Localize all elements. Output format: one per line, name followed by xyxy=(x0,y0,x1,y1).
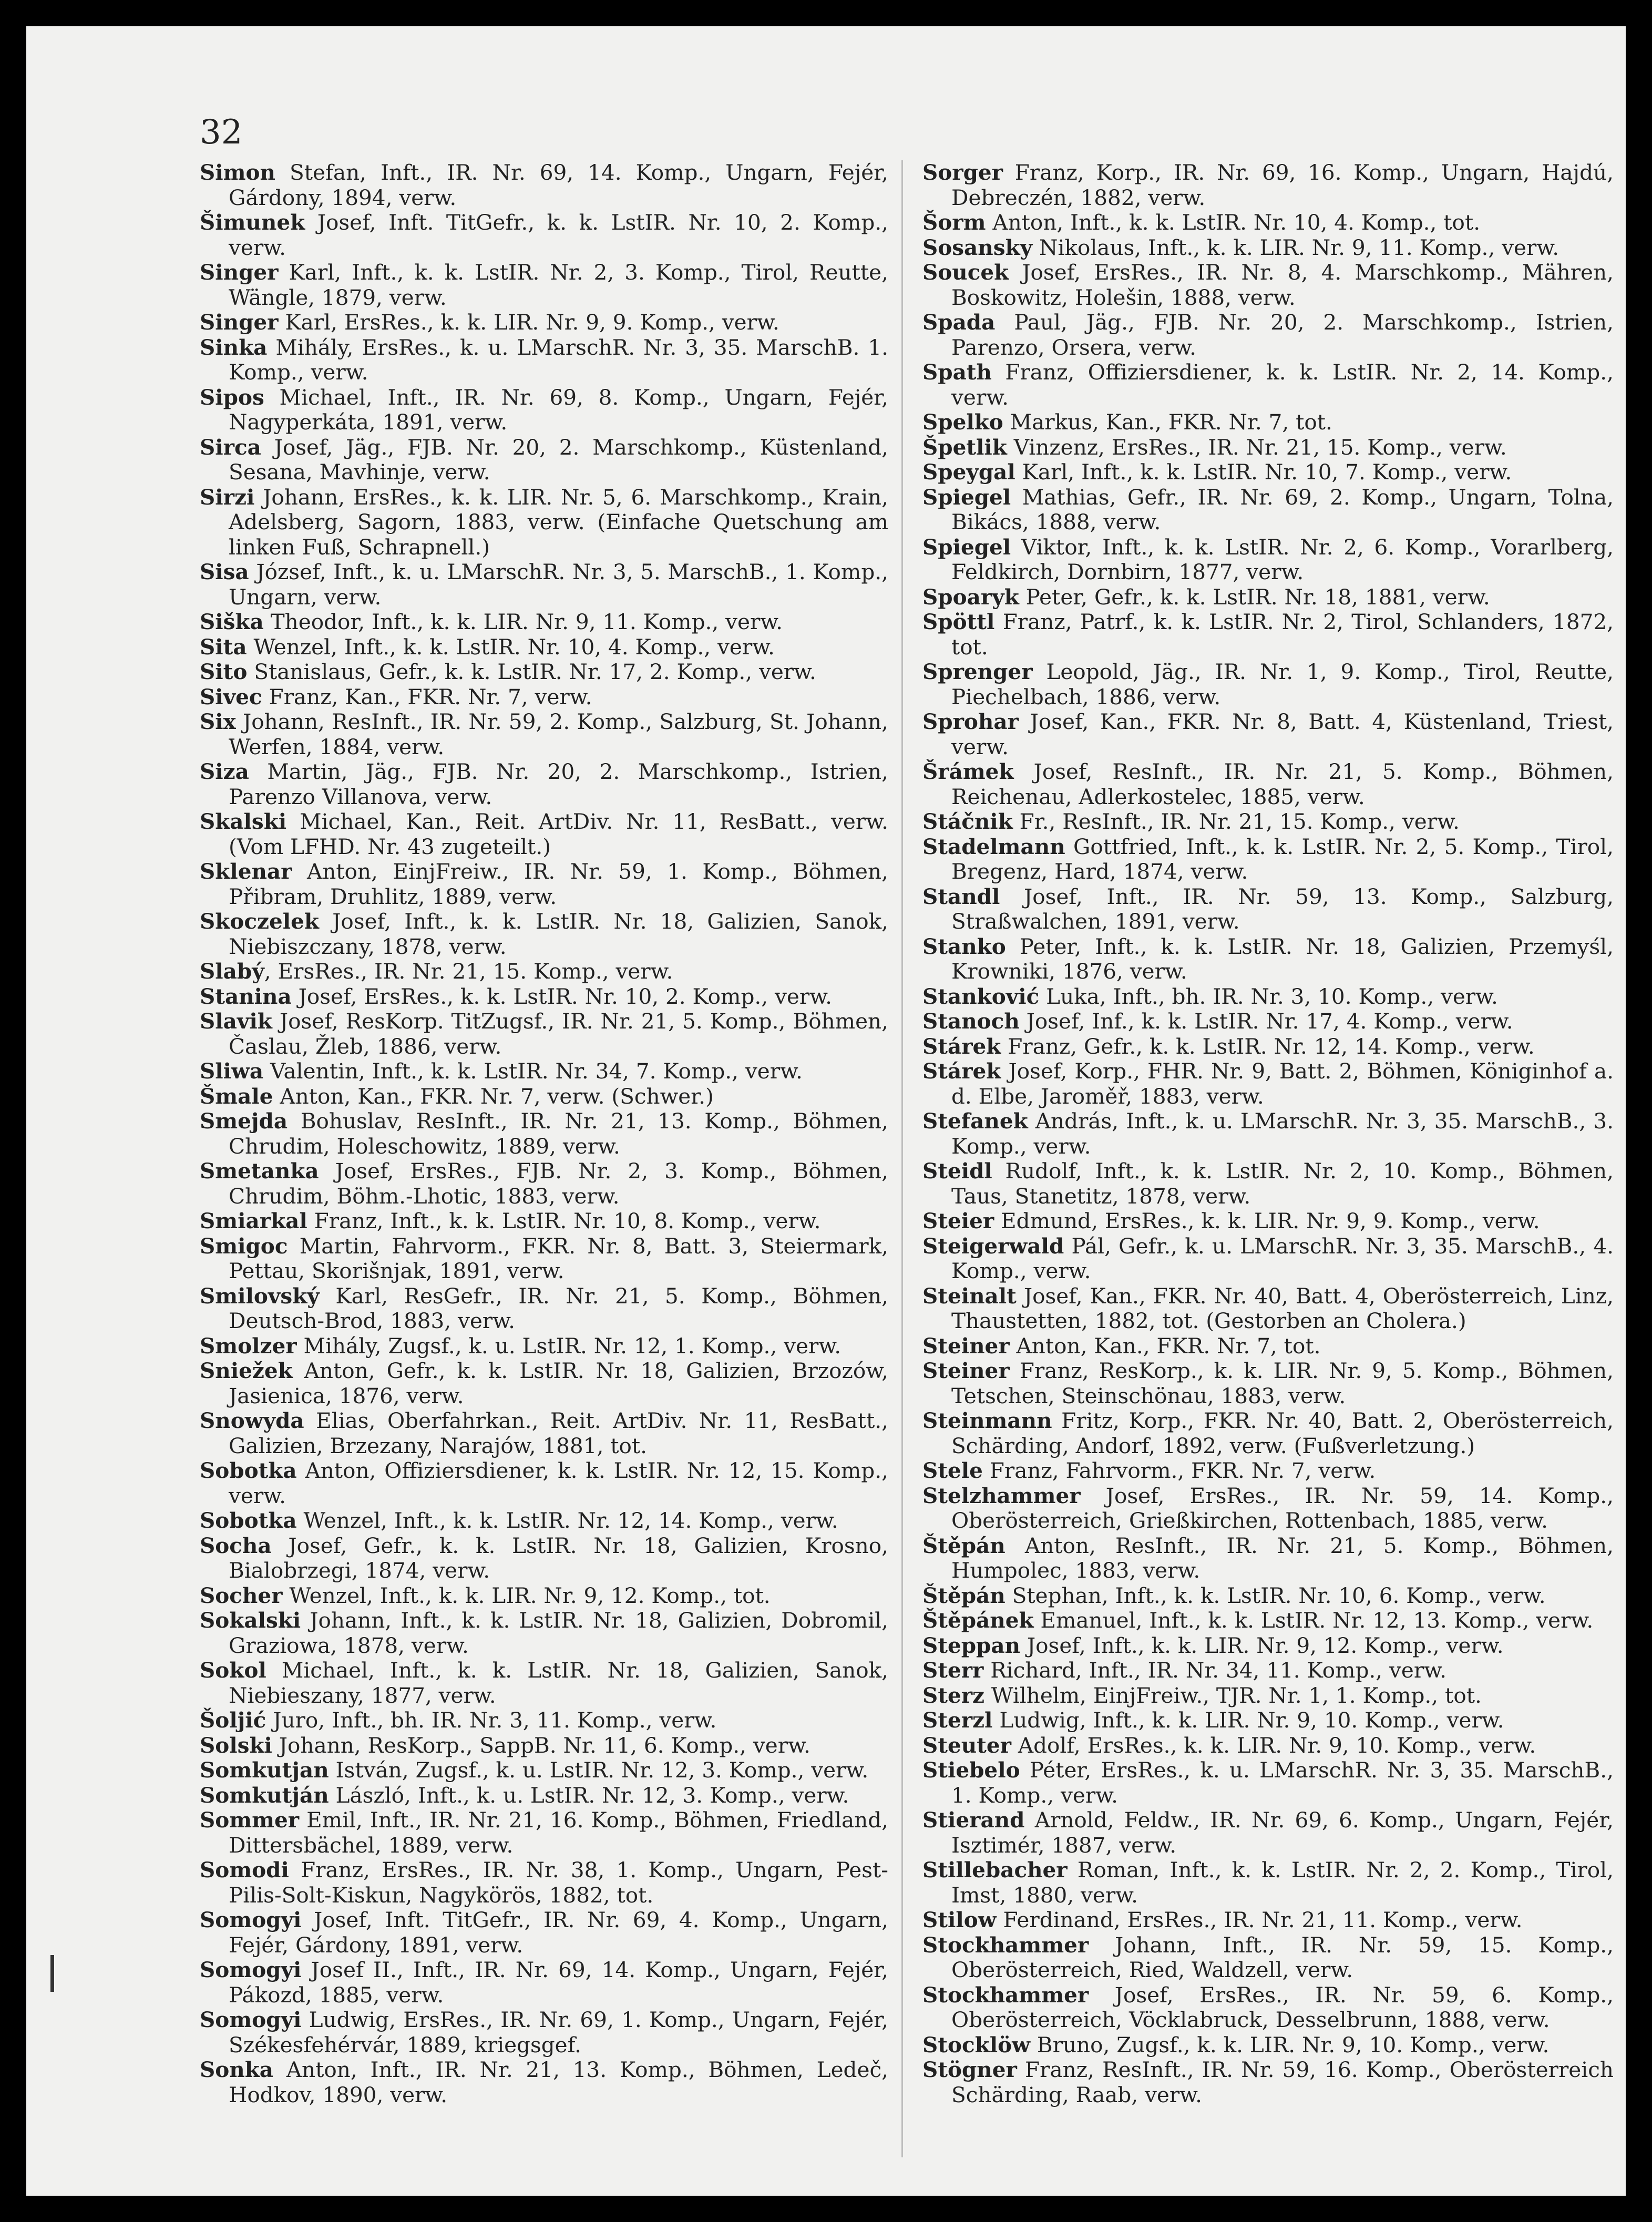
entry-details: Josef, Inft., IR. Nr. 59, 13. Komp., Salzburg, Straßwalchen, 1891, verw. xyxy=(951,883,1614,934)
list-item xyxy=(200,560,888,610)
list-item xyxy=(200,1608,888,1658)
entry-surname: Sliwa xyxy=(200,1058,264,1084)
entry-surname: Šoljić xyxy=(200,1707,266,1733)
list-item xyxy=(200,260,888,310)
entry-surname: Steiner xyxy=(922,1333,1010,1359)
entry-surname: Sprohar xyxy=(922,709,1019,734)
list-item xyxy=(922,1234,1614,1284)
list-item xyxy=(922,585,1614,610)
entry-details: Josef, Jäg., FJB. Nr. 20, 2. Marschkomp., Küstenland, Sesana, Mavhinje, verw. xyxy=(229,434,888,485)
list-item xyxy=(200,2008,888,2058)
entry-surname: Steuter xyxy=(922,1732,1011,1758)
list-item xyxy=(200,1284,888,1334)
entry-details: Franz, Inft., k. k. LstIR. Nr. 10, 8. Komp., verw. xyxy=(307,1208,821,1233)
entry-details: Franz, ResKorp., k. k. LIR. Nr. 9, 5. Komp., Böhmen, Tetschen, Steinschönau, 1883, verw. xyxy=(951,1358,1614,1408)
entry-surname: Štěpánek xyxy=(922,1608,1034,1633)
list-item xyxy=(200,959,888,984)
right-column xyxy=(922,160,1614,2107)
entry-surname: Slavik xyxy=(200,1009,272,1034)
entry-surname: Somogyi xyxy=(200,1907,302,1932)
entry-details: Juro, Inft., bh. IR. Nr. 3, 11. Komp., verw. xyxy=(266,1707,717,1733)
entry-details: Stephan, Inft., k. k. LstIR. Nr. 10, 6. Komp., verw. xyxy=(1005,1582,1546,1608)
list-item xyxy=(922,1858,1614,1908)
entry-details: Leopold, Jäg., IR. Nr. 1, 9. Komp., Tirol, Reutte, Piechelbach, 1886, verw. xyxy=(951,659,1614,709)
entry-details: Arnold, Feldw., IR. Nr. 69, 6. Komp., Ungarn, Fejér, Isztimér, 1887, verw. xyxy=(951,1807,1614,1858)
entry-details: Stefan, Inft., IR. Nr. 69, 14. Komp., Ungarn, Fejér, Gárdony, 1894, verw. xyxy=(229,160,888,210)
entry-surname: Smiarkal xyxy=(200,1208,307,1233)
entry-surname: Spiegel xyxy=(922,534,1011,560)
list-item xyxy=(200,1159,888,1209)
entry-surname: Sirzi xyxy=(200,484,255,510)
entry-details: Mathias, Gefr., IR. Nr. 69, 2. Komp., Ungarn, Tolna, Bikács, 1888, verw. xyxy=(951,484,1614,534)
list-item xyxy=(922,1009,1614,1034)
entry-surname: Šmale xyxy=(200,1083,273,1109)
entry-surname: Soucek xyxy=(922,260,1009,285)
entry-surname: Spiegel xyxy=(922,484,1011,510)
entry-surname: Steidl xyxy=(922,1158,992,1184)
entry-details: Valentin, Inft., k. k. LstIR. Nr. 34, 7. Komp., verw. xyxy=(263,1058,803,1084)
entry-details: Anton, ResInft., IR. Nr. 21, 5. Komp., Böhmen, Humpolec, 1883, verw. xyxy=(951,1532,1614,1583)
list-item xyxy=(200,1958,888,2008)
entry-surname: Šrámek xyxy=(922,759,1014,784)
entry-details: Anton, Inft., k. k. LstIR. Nr. 10, 4. Komp., tot. xyxy=(986,210,1481,235)
entry-details: Rudolf, Inft., k. k. LstIR. Nr. 2, 10. Komp., Böhmen, Taus, Stanetitz, 1878, verw. xyxy=(951,1158,1614,1209)
entry-surname: Sobotka xyxy=(200,1458,297,1483)
list-item xyxy=(922,1583,1614,1609)
entry-details: Emil, Inft., IR. Nr. 21, 16. Komp., Böhmen, Friedland, Dittersbächel, 1889, verw. xyxy=(229,1807,888,1858)
entry-surname: Sokalski xyxy=(200,1608,301,1633)
entry-details: Ferdinand, ErsRes., IR. Nr. 21, 11. Komp., verw. xyxy=(996,1907,1523,1932)
list-item xyxy=(200,1234,888,1284)
list-item xyxy=(200,709,888,759)
list-item xyxy=(200,1658,888,1708)
list-item xyxy=(922,1733,1614,1758)
list-item xyxy=(200,1334,888,1359)
list-item xyxy=(200,335,888,385)
entry-surname: Solski xyxy=(200,1732,272,1758)
list-item xyxy=(200,1808,888,1858)
list-item xyxy=(922,1534,1614,1583)
page xyxy=(26,26,1626,2196)
entry-details: Karl, Inft., k. k. LstIR. Nr. 2, 3. Komp., Tirol, Reutte, Wängle, 1879, verw. xyxy=(229,260,888,310)
list-item xyxy=(922,260,1614,310)
entry-details: Josef, Kan., FKR. Nr. 8, Batt. 4, Küstenland, Triest, verw. xyxy=(951,709,1614,759)
entry-details: Roman, Inft., k. k. LstIR. Nr. 2, 2. Komp., Tirol, Imst, 1880, verw. xyxy=(951,1857,1614,1908)
entry-details: László, Inft., k. u. LstIR. Nr. 12, 3. Komp., verw. xyxy=(329,1782,849,1808)
list-item xyxy=(922,535,1614,585)
entry-surname: Sito xyxy=(200,659,248,684)
list-item xyxy=(922,1658,1614,1683)
entry-surname: Smigoc xyxy=(200,1233,288,1259)
entry-details: Fritz, Korp., FKR. Nr. 40, Batt. 2, Oberösterreich, Schärding, Andorf, 1892, verw. (Fußverletzung.) xyxy=(951,1408,1614,1458)
list-item xyxy=(922,485,1614,535)
list-item xyxy=(922,1334,1614,1359)
list-item xyxy=(200,1458,888,1508)
entry-details: Theodor, Inft., k. k. LIR. Nr. 9, 11. Komp., verw. xyxy=(263,609,783,634)
entry-details: Michael, Kan., Reit. ArtDiv. Nr. 11, ResBatt., verw. (Vom LFHD. Nr. 43 zugeteilt.) xyxy=(229,809,888,859)
entry-details: Franz, Offiziersdiener, k. k. LstIR. Nr. 2, 14. Komp., verw. xyxy=(951,359,1614,410)
entry-surname: Stelzhammer xyxy=(922,1483,1081,1508)
entry-surname: Sipos xyxy=(200,384,264,410)
entry-surname: Štěpán xyxy=(922,1532,1005,1558)
list-item xyxy=(200,759,888,809)
entry-surname: Six xyxy=(200,709,236,734)
entry-details: Bruno, Zugsf., k. k. LIR. Nr. 9, 10. Komp., verw. xyxy=(1030,2032,1550,2058)
entry-surname: Spelko xyxy=(922,409,1003,435)
list-item xyxy=(922,610,1614,660)
entry-surname: Sterzl xyxy=(922,1707,993,1733)
entry-surname: Socher xyxy=(200,1582,283,1608)
entry-details: , ErsRes., IR. Nr. 21, 15. Komp., verw. xyxy=(264,959,673,984)
entry-surname: Sosansky xyxy=(922,234,1033,260)
list-item xyxy=(200,1408,888,1458)
entry-details: Elias, Oberfahrkan., Reit. ArtDiv. Nr. 11, ResBatt., Galizien, Brzezany, Narajów, 1881, tot. xyxy=(229,1408,888,1458)
margin-mark xyxy=(50,1955,54,1992)
entry-details: Luka, Inft., bh. IR. Nr. 3, 10. Komp., verw. xyxy=(1039,983,1498,1009)
list-item xyxy=(922,1983,1614,2033)
entry-surname: Steinmann xyxy=(922,1408,1052,1433)
entry-surname: Steigerwald xyxy=(922,1233,1064,1259)
entry-details: Edmund, ErsRes., k. k. LIR. Nr. 9, 9. Komp., verw. xyxy=(994,1208,1540,1233)
list-item xyxy=(922,410,1614,435)
entry-details: Josef, ErsRes., FJB. Nr. 2, 3. Komp., Böhmen, Chrudim, Böhm.-Lhotic, 1883, verw. xyxy=(229,1158,888,1209)
entry-surname: Somkutján xyxy=(200,1782,329,1808)
entry-details: Richard, Inft., IR. Nr. 34, 11. Komp., verw. xyxy=(983,1658,1446,1683)
list-item xyxy=(922,934,1614,984)
entry-details: Pál, Gefr., k. u. LMarschR. Nr. 3, 35. MarschB., 4. Komp., verw. xyxy=(951,1233,1614,1283)
entry-details: Franz, Gefr., k. k. LstIR. Nr. 12, 14. Komp., verw. xyxy=(1001,1033,1535,1059)
entry-details: Josef, ErsRes., IR. Nr. 59, 6. Komp., Oberösterreich, Vöcklabruck, Desselbrunn, 1888, verw. xyxy=(951,1982,1614,2032)
entry-surname: Singer xyxy=(200,310,279,335)
list-item xyxy=(200,485,888,560)
entry-surname: Smetanka xyxy=(200,1158,319,1184)
entry-surname: Stocklöw xyxy=(922,2032,1030,2058)
list-item xyxy=(922,1683,1614,1709)
list-item xyxy=(922,160,1614,210)
entry-surname: Sisa xyxy=(200,559,249,584)
left-column xyxy=(200,160,888,2107)
list-item xyxy=(922,210,1614,235)
entry-details: Josef, ErsRes., IR. Nr. 8, 4. Marschkomp., Mähren, Boskowitz, Holešin, 1888, verw. xyxy=(951,260,1614,310)
list-item xyxy=(200,210,888,260)
list-item xyxy=(200,660,888,685)
entry-surname: Šorm xyxy=(922,210,986,235)
entry-details: Josef, Inf., k. k. LstIR. Nr. 17, 4. Komp., verw. xyxy=(1019,1009,1513,1034)
entry-details: Paul, Jäg., FJB. Nr. 20, 2. Marschkomp., Istrien, Parenzo, Orsera, verw. xyxy=(951,310,1614,360)
entry-details: Josef, Inft., k. k. LstIR. Nr. 18, Galizien, Sanok, Niebiszczany, 1878, verw. xyxy=(229,909,888,959)
entry-details: József, Inft., k. u. LMarschR. Nr. 3, 5. MarschB., 1. Komp., Ungarn, verw. xyxy=(229,559,888,610)
list-item xyxy=(922,1284,1614,1334)
list-item xyxy=(200,1059,888,1084)
entry-details: Mihály, Zugsf., k. u. LstIR. Nr. 12, 1. Komp., verw. xyxy=(296,1333,842,1359)
entry-surname: Skalski xyxy=(200,809,287,834)
entry-details: Mihály, ErsRes., k. u. LMarschR. Nr. 3, 35. MarschB. 1. Komp., verw. xyxy=(229,334,888,385)
list-item xyxy=(922,984,1614,1010)
list-item xyxy=(922,360,1614,410)
entry-details: Vinzenz, ErsRes., IR. Nr. 21, 15. Komp., verw. xyxy=(1007,434,1507,460)
list-item xyxy=(200,310,888,335)
list-item xyxy=(922,1608,1614,1633)
entry-details: Viktor, Inft., k. k. LstIR. Nr. 2, 6. Komp., Vorarlberg, Feldkirch, Dornbirn, 1877, verw. xyxy=(951,534,1614,584)
entry-surname: Stierand xyxy=(922,1807,1025,1833)
list-item xyxy=(922,2033,1614,2058)
entry-details: Josef, ErsRes., IR. Nr. 59, 14. Komp., Oberösterreich, Grießkirchen, Rottenbach, 1885, verw. xyxy=(951,1483,1614,1533)
entry-surname: Stefanek xyxy=(922,1108,1028,1134)
entry-details: Johann, ResKorp., SappB. Nr. 11, 6. Komp., verw. xyxy=(272,1732,810,1758)
entry-details: Martin, Fahrvorm., FKR. Nr. 8, Batt. 3, Steiermark, Pettau, Skorišnjak, 1891, verw. xyxy=(229,1233,888,1283)
entry-details: Bohuslav, ResInft., IR. Nr. 21, 13. Komp., Böhmen, Chrudim, Holeschowitz, 1889, verw. xyxy=(229,1108,888,1159)
entry-surname: Stockhammer xyxy=(922,1932,1089,1958)
entry-surname: Snowyda xyxy=(200,1408,304,1433)
entry-details: Martin, Jäg., FJB. Nr. 20, 2. Marschkomp., Istrien, Parenzo Villanova, verw. xyxy=(229,759,888,809)
list-item xyxy=(200,685,888,710)
list-item xyxy=(922,435,1614,460)
list-item xyxy=(922,1484,1614,1534)
list-item xyxy=(922,2058,1614,2107)
entry-surname: Sobotka xyxy=(200,1508,297,1533)
entry-surname: Stadelmann xyxy=(922,834,1065,859)
entry-surname: Simon xyxy=(200,160,275,185)
entry-surname: Sinka xyxy=(200,334,268,360)
list-item xyxy=(200,160,888,210)
entry-surname: Sprenger xyxy=(922,659,1033,684)
entry-surname: Speygal xyxy=(922,459,1015,485)
list-item xyxy=(922,1908,1614,1933)
entry-details: Wenzel, Inft., k. k. LstIR. Nr. 10, 4. Komp., verw. xyxy=(247,634,775,660)
list-item xyxy=(922,1458,1614,1484)
entry-details: Gottfried, Inft., k. k. LstIR. Nr. 2, 5. Komp., Tirol, Bregenz, Hard, 1874, verw. xyxy=(951,834,1614,884)
list-item xyxy=(200,984,888,1010)
list-item xyxy=(922,1209,1614,1234)
entry-surname: Stele xyxy=(922,1458,983,1483)
list-item xyxy=(200,1534,888,1583)
entry-details: Johann, Inft., k. k. LstIR. Nr. 18, Galizien, Dobromil, Graziowa, 1878, verw. xyxy=(229,1608,888,1658)
entry-details: Karl, ErsRes., k. k. LIR. Nr. 9, 9. Komp., verw. xyxy=(278,310,779,335)
entry-details: Nikolaus, Inft., k. k. LIR. Nr. 9, 11. Komp., verw. xyxy=(1032,234,1559,260)
list-item xyxy=(922,1708,1614,1733)
entry-surname: Spoaryk xyxy=(922,584,1019,610)
entry-surname: Socha xyxy=(200,1532,272,1558)
entry-surname: Stögner xyxy=(922,2057,1017,2082)
list-item xyxy=(922,1933,1614,1983)
entry-surname: Smejda xyxy=(200,1108,288,1134)
entry-details: Anton, Gefr., k. k. LstIR. Nr. 18, Galizien, Brzozów, Jasienica, 1876, verw. xyxy=(229,1358,888,1408)
list-item xyxy=(922,1758,1614,1808)
page-number: 32 xyxy=(200,113,243,152)
list-item xyxy=(200,1209,888,1234)
list-item xyxy=(200,1733,888,1758)
list-item xyxy=(922,1359,1614,1408)
entry-surname: Sniežek xyxy=(200,1358,293,1383)
entry-details: István, Zugsf., k. u. LstIR. Nr. 12, 3. Komp., verw. xyxy=(329,1757,869,1783)
entry-surname: Spöttl xyxy=(922,609,995,634)
entry-details: Anton, EinjFreiw., IR. Nr. 59, 1. Komp., Böhmen, Přibram, Druhlitz, 1889, verw. xyxy=(229,859,888,909)
entry-surname: Stanoch xyxy=(922,1009,1020,1034)
entry-surname: Stillebacher xyxy=(922,1857,1068,1882)
entry-details: Emanuel, Inft., k. k. LstIR. Nr. 12, 13. Komp., verw. xyxy=(1033,1608,1594,1633)
entry-surname: Stanina xyxy=(200,983,292,1009)
list-item xyxy=(922,1808,1614,1858)
entry-details: Josef, Inft., k. k. LIR. Nr. 9, 12. Komp., verw. xyxy=(1020,1632,1504,1658)
entry-details: Johann, ErsRes., k. k. LIR. Nr. 5, 6. Marschkomp., Krain, Adelsberg, Sagorn, 1883, verw. (Einfache Quetschung am linken Fuß, Schrapnell.) xyxy=(229,484,888,560)
entry-surname: Spath xyxy=(922,359,992,385)
entry-surname: Skoczelek xyxy=(200,909,319,934)
entry-details: Josef, ResKorp. TitZugsf., IR. Nr. 21, 5. Komp., Böhmen, Časlau, Žleb, 1886, verw. xyxy=(229,1009,888,1059)
entry-details: Josef, ErsRes., k. k. LstIR. Nr. 10, 2. Komp., verw. xyxy=(291,983,832,1009)
entry-surname: Steppan xyxy=(922,1632,1021,1658)
entry-surname: Stilow xyxy=(922,1907,997,1932)
entry-surname: Stárek xyxy=(922,1058,1001,1084)
list-item xyxy=(200,1858,888,1908)
list-item xyxy=(922,1408,1614,1458)
entry-surname: Sita xyxy=(200,634,247,660)
list-item xyxy=(922,759,1614,809)
entry-surname: Somodi xyxy=(200,1857,289,1882)
entry-details: András, Inft., k. u. LMarschR. Nr. 3, 35. MarschB., 3. Komp., verw. xyxy=(951,1108,1614,1159)
list-item xyxy=(922,310,1614,360)
entry-surname: Slabý xyxy=(200,959,264,984)
list-item xyxy=(200,1758,888,1783)
entry-details: Stanislaus, Gefr., k. k. LstIR. Nr. 17, 2. Komp., verw. xyxy=(247,659,816,684)
entry-details: Michael, Inft., k. k. LstIR. Nr. 18, Galizien, Sanok, Niebieszany, 1877, verw. xyxy=(229,1658,888,1708)
entry-surname: Sivec xyxy=(200,684,262,709)
list-item xyxy=(200,1583,888,1609)
list-item xyxy=(922,1059,1614,1109)
entry-details: Josef II., Inft., IR. Nr. 69, 14. Komp., Ungarn, Fejér, Pákozd, 1885, verw. xyxy=(229,1957,888,2008)
entry-details: Josef, Inft. TitGefr., k. k. LstIR. Nr. 10, 2. Komp., verw. xyxy=(229,210,888,260)
entry-surname: Stockhammer xyxy=(922,1982,1089,2008)
list-item xyxy=(200,1708,888,1733)
list-item xyxy=(922,235,1614,261)
entry-details: Anton, Kan., FKR. Nr. 7, verw. (Schwer.) xyxy=(273,1083,714,1109)
entry-surname: Stárek xyxy=(922,1033,1001,1059)
entry-details: Wenzel, Inft., k. k. LstIR. Nr. 12, 14. Komp., verw. xyxy=(296,1508,838,1533)
entry-details: Josef, Korp., FHR. Nr. 9, Batt. 2, Böhmen, Königinhof a. d. Elbe, Jaroměř, 1883, verw. xyxy=(951,1058,1614,1109)
list-item xyxy=(200,1783,888,1808)
list-item xyxy=(922,460,1614,485)
entry-details: Péter, ErsRes., k. u. LMarschR. Nr. 3, 35. MarschB., 1. Komp., verw. xyxy=(951,1757,1614,1808)
list-item xyxy=(200,1084,888,1109)
entry-surname: Steiner xyxy=(922,1358,1010,1383)
list-item xyxy=(200,1009,888,1059)
entry-surname: Sterr xyxy=(922,1658,984,1683)
entry-details: Peter, Gefr., k. k. LstIR. Nr. 18, 1881, verw. xyxy=(1019,584,1490,610)
entry-details: Johann, ResInft., IR. Nr. 59, 2. Komp., Salzburg, St. Johann, Werfen, 1884, verw. xyxy=(229,709,888,759)
entry-details: Wilhelm, EinjFreiw., TJR. Nr. 1, 1. Komp., tot. xyxy=(984,1682,1482,1708)
list-item xyxy=(922,1109,1614,1159)
list-item xyxy=(200,909,888,959)
entry-details: Franz, ErsRes., IR. Nr. 38, 1. Komp., Ungarn, Pest-Pilis-Solt-Kiskun, Nagykörös, 1882, tot. xyxy=(229,1857,888,1908)
list-item xyxy=(200,859,888,909)
entry-details: Karl, ResGefr., IR. Nr. 21, 5. Komp., Böhmen, Deutsch-Brod, 1883, verw. xyxy=(229,1283,888,1333)
entry-surname: Sklenar xyxy=(200,859,292,884)
list-item xyxy=(200,809,888,859)
entry-details: Franz, Korp., IR. Nr. 69, 16. Komp., Ungarn, Hajdú, Debreczén, 1882, verw. xyxy=(951,160,1614,210)
entry-surname: Sommer xyxy=(200,1807,300,1833)
entry-details: Franz, Kan., FKR. Nr. 7, verw. xyxy=(262,684,592,709)
entry-surname: Spada xyxy=(922,310,996,335)
entry-surname: Sterz xyxy=(922,1682,985,1708)
entry-details: Wenzel, Inft., k. k. LIR. Nr. 9, 12. Komp., tot. xyxy=(282,1582,771,1608)
entry-details: Josef, Inft. TitGefr., IR. Nr. 69, 4. Komp., Ungarn, Fejér, Gárdony, 1891, verw. xyxy=(229,1907,888,1958)
entry-details: Michael, Inft., IR. Nr. 69, 8. Komp., Ungarn, Fejér, Nagyperkáta, 1891, verw. xyxy=(229,384,888,435)
list-item xyxy=(922,809,1614,835)
list-item xyxy=(200,1109,888,1159)
list-item xyxy=(922,1034,1614,1059)
entry-surname: Standl xyxy=(922,883,1000,909)
entry-surname: Sokol xyxy=(200,1658,266,1683)
list-item xyxy=(922,1159,1614,1209)
list-item xyxy=(200,1908,888,1958)
entry-details: Anton, Offiziersdiener, k. k. LstIR. Nr. 12, 15. Komp., verw. xyxy=(229,1458,888,1508)
entry-surname: Stanković xyxy=(922,983,1040,1009)
entry-surname: Smolzer xyxy=(200,1333,297,1359)
entry-surname: Somogyi xyxy=(200,1957,302,1982)
entry-surname: Špetlik xyxy=(922,434,1007,460)
entry-surname: Sorger xyxy=(922,160,1003,185)
list-item xyxy=(200,1508,888,1534)
entry-surname: Steier xyxy=(922,1208,994,1233)
list-item xyxy=(922,835,1614,884)
list-item xyxy=(200,2058,888,2107)
entry-surname: Šimunek xyxy=(200,210,305,235)
entry-surname: Stiebelo xyxy=(922,1757,1020,1783)
list-item xyxy=(200,385,888,435)
entry-details: Anton, Kan., FKR. Nr. 7, tot. xyxy=(1009,1333,1321,1359)
column-divider xyxy=(901,160,903,2157)
list-item xyxy=(922,884,1614,934)
list-item xyxy=(200,635,888,660)
entry-details: Ludwig, Inft., k. k. LIR. Nr. 9, 10. Komp., verw. xyxy=(992,1707,1504,1733)
entry-details: Karl, Inft., k. k. LstIR. Nr. 10, 7. Komp., verw. xyxy=(1015,459,1512,485)
entry-surname: Siška xyxy=(200,609,264,634)
list-item xyxy=(922,709,1614,759)
entry-details: Anton, Inft., IR. Nr. 21, 13. Komp., Böhmen, Ledeč, Hodkov, 1890, verw. xyxy=(229,2057,888,2107)
entry-surname: Somogyi xyxy=(200,2007,302,2032)
list-item xyxy=(200,1359,888,1408)
entry-details: Ludwig, ErsRes., IR. Nr. 69, 1. Komp., Ungarn, Fejér, Székesfehérvár, 1889, kriegsgef. xyxy=(229,2007,888,2058)
entry-details: Fr., ResInft., IR. Nr. 21, 15. Komp., verw. xyxy=(1012,809,1460,834)
entry-surname: Siza xyxy=(200,759,249,784)
entry-surname: Somkutjan xyxy=(200,1757,329,1783)
entry-details: Josef, ResInft., IR. Nr. 21, 5. Komp., Böhmen, Reichenau, Adlerkostelec, 1885, verw. xyxy=(951,759,1614,809)
entry-details: Josef, Gefr., k. k. LstIR. Nr. 18, Galizien, Krosno, Bialobrzegi, 1874, verw. xyxy=(229,1532,888,1583)
entry-surname: Smilovský xyxy=(200,1283,320,1309)
entry-details: Josef, Kan., FKR. Nr. 40, Batt. 4, Oberösterreich, Linz, Thaustetten, 1882, tot. (Gestorben an Cholera.) xyxy=(951,1283,1614,1333)
list-item xyxy=(200,435,888,485)
list-item xyxy=(200,610,888,635)
entry-surname: Štěpán xyxy=(922,1582,1005,1608)
entry-details: Peter, Inft., k. k. LstIR. Nr. 18, Galizien, Przemyśl, Krowniki, 1876, verw. xyxy=(951,933,1614,984)
entry-details: Franz, ResInft., IR. Nr. 59, 16. Komp., Oberösterreich Schärding, Raab, verw. xyxy=(951,2057,1614,2107)
entry-details: Markus, Kan., FKR. Nr. 7, tot. xyxy=(1003,409,1332,435)
entry-surname: Sonka xyxy=(200,2057,274,2082)
list-item xyxy=(922,660,1614,709)
entry-surname: Steinalt xyxy=(922,1283,1017,1309)
entry-details: Franz, Patrf., k. k. LstIR. Nr. 2, Tirol, Schlanders, 1872, tot. xyxy=(951,609,1614,660)
entry-surname: Stáčnik xyxy=(922,809,1013,834)
entry-details: Johann, Inft., IR. Nr. 59, 15. Komp., Oberösterreich, Ried, Waldzell, verw. xyxy=(951,1932,1614,1982)
list-item xyxy=(922,1633,1614,1659)
entry-surname: Singer xyxy=(200,260,279,285)
entry-surname: Sirca xyxy=(200,434,261,460)
entry-surname: Stanko xyxy=(922,933,1006,959)
entry-details: Adolf, ErsRes., k. k. LIR. Nr. 9, 10. Komp., verw. xyxy=(1011,1732,1536,1758)
entry-details: Franz, Fahrvorm., FKR. Nr. 7, verw. xyxy=(982,1458,1376,1483)
